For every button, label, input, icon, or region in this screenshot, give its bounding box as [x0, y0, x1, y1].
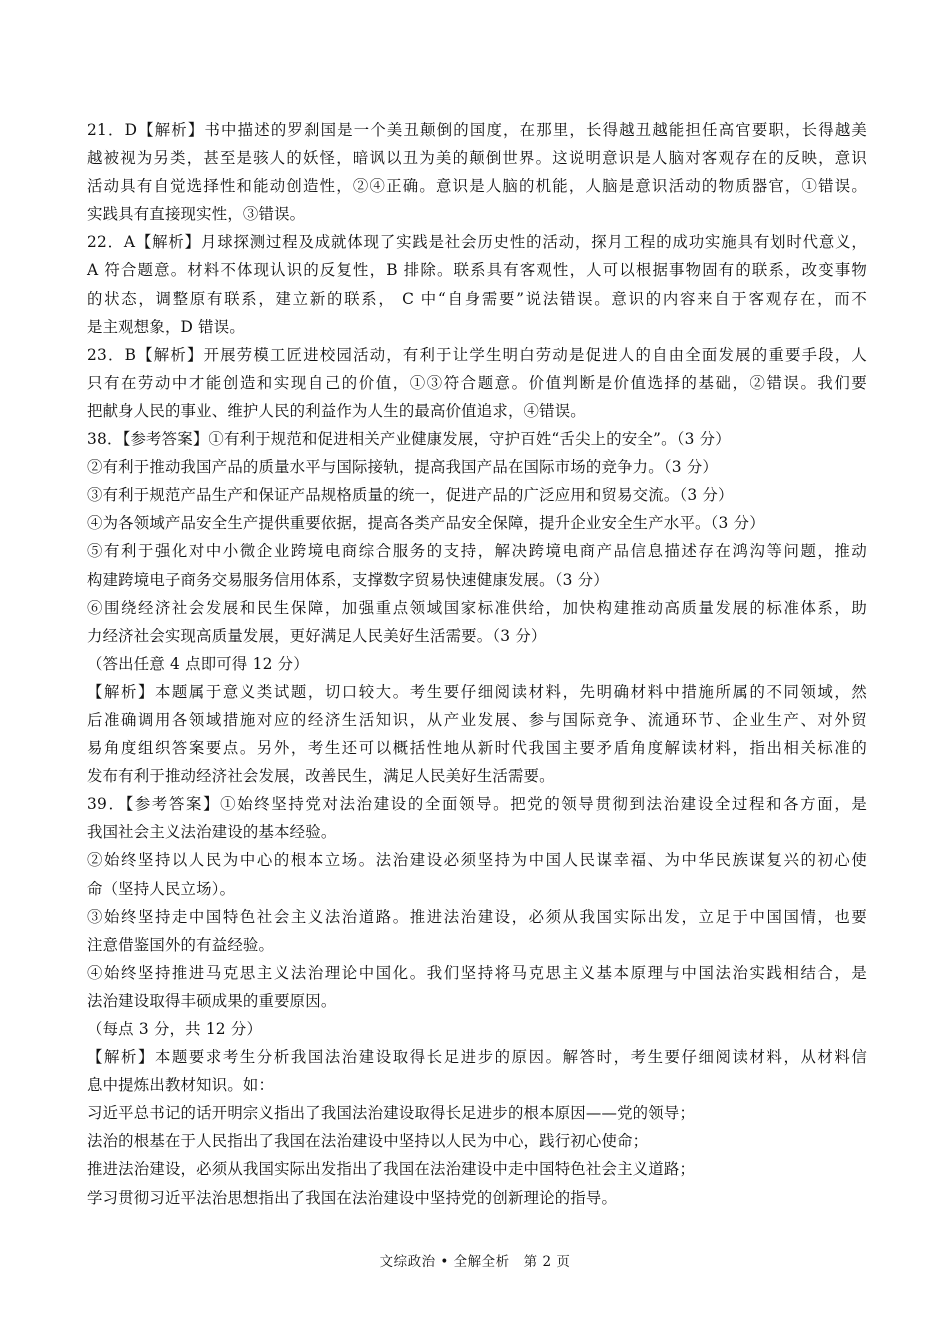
text-line: 力经济社会实现高质量发展，更好满足人民美好生活需要。（3 分） — [87, 626, 547, 645]
text-line: （答出任意 4 点即可得 12 分） — [87, 654, 309, 673]
text-line: 发布有利于推动经济社会发展，改善民生，满足人民美好生活需要。 — [87, 767, 555, 786]
text-line: 法治建设取得丰硕成果的重要原因。 — [87, 991, 337, 1010]
text-line: 实践具有直接现实性，③错误。 — [87, 205, 306, 224]
text-line: 是主观想象，D 错误。 — [87, 317, 245, 336]
text-line: 习近平总书记的话开明宗义指出了我国法治建设取得长足进步的根本原因——党的领导； — [87, 1104, 696, 1123]
text-line: 学习贯彻习近平法治思想指出了我国在法治建设中坚持党的创新理论的指导。 — [87, 1188, 618, 1207]
text-line: ④始终坚持推进马克思主义法治理论中国化。我们坚持将马克思主义基本原理与中国法治实践相结合，是 — [87, 963, 867, 982]
text-line: 【解析】本题要求考生分析我国法治建设取得长足进步的原因。解答时，考生要仔细阅读材料，从材料信 — [87, 1048, 867, 1067]
text-line: ④为各领域产品安全生产提供重要依据，提高各类产品安全保障，提升企业安全生产水平。（3 分） — [87, 514, 765, 533]
text-line: 后准确调用各领域措施对应的经济生活知识，从产业发展、参与国际竞争、流通环节、企业生产、对外贸 — [87, 710, 867, 729]
answer-analysis-text — [87, 116, 867, 1212]
text-line: 21．D【解析】书中描述的罗刹国是一个美丑颠倒的国度，在那里，长得越丑越能担任高官要职，长得越美 — [87, 121, 867, 139]
text-line: 活动具有自觉选择性和能动创造性，②④正确。意识是人脑的机能，人脑是意识活动的物质器官，①错误。 — [87, 177, 867, 196]
text-line: ③有利于规范产品生产和保证产品规格质量的统一，促进产品的广泛应用和贸易交流。（3 分） — [87, 486, 734, 505]
text-line: 39．【参考答案】①始终坚持党对法治建设的全面领导。把党的领导贯彻到法治建设全过程和各方面，是 — [87, 795, 867, 814]
text-line: 把献身人民的事业、维护人民的利益作为人生的最高价值追求，④错误。 — [87, 401, 586, 420]
page-footer: 文综政治 • 全解全析 第 2 页 — [379, 1254, 571, 1270]
text-line: 命（坚持人民立场）。 — [87, 879, 236, 898]
text-line: 易角度组织答案要点。另外，考生还可以概括性地从新时代我国主要矛盾角度解读材料，指出相关标准的 — [87, 739, 867, 758]
text-line: 推进法治建设，必须从我国实际出发指出了我国在法治建设中走中国特色社会主义道路； — [87, 1160, 696, 1179]
text-line: 注意借鉴国外的有益经验。 — [87, 935, 275, 954]
text-line: （每点 3 分，共 12 分） — [87, 1020, 263, 1038]
text-line: ②始终坚持以人民为中心的根本立场。法治建设必须坚持为中国人民谋幸福、为中华民族谋复兴的初心使 — [87, 851, 867, 870]
text-line: 我国社会主义法治建设的基本经验。 — [87, 823, 337, 842]
text-line: ⑥围绕经济社会发展和民生保障，加强重点领域国家标准供给，加快构建推动高质量发展的标准体系，助 — [87, 598, 867, 617]
text-line: A 符合题意。材料不体现认识的反复性，B 排除。联系具有客观性，人可以根据事物固有的联系，改变事物 — [87, 261, 867, 280]
text-line: 法治的根基在于人民指出了我国在法治建设中坚持以人民为中心，践行初心使命； — [87, 1132, 649, 1151]
text-line: 23．B【解析】开展劳模工匠进校园活动，有利于让学生明白劳动是促进人的自由全面发展的重要手段，人 — [87, 345, 867, 364]
text-line: 息中提炼出教材知识。如： — [87, 1076, 275, 1095]
text-line: 只有在劳动中才能创造和实现自己的价值，①③符合题意。价值判断是价值选择的基础，②错误。我们要 — [87, 373, 867, 392]
text-line: 【解析】本题属于意义类试题，切口较大。考生要仔细阅读材料，先明确材料中措施所属的不同领域，然 — [87, 682, 867, 701]
text-line: ⑤有利于强化对中小微企业跨境电商综合服务的支持，解决跨境电商产品信息描述存在鸿沟等问题，推动 — [87, 542, 867, 561]
text-line: 的状态，调整原有联系，建立新的联系， C 中“自身需要”说法错误。意识的内容来自于客观存在，而不 — [87, 289, 867, 308]
text-line: ②有利于推动我国产品的质量水平与国际接轨，提高我国产品在国际市场的竞争力。（3 分） — [87, 458, 719, 477]
text-line: 22．A【解析】月球探测过程及成就体现了实践是社会历史性的活动，探月工程的成功实施具有划时代意义， — [87, 233, 867, 252]
text-line: 构建跨境电子商务交易服务信用体系，支撑数字贸易快速健康发展。（3 分） — [87, 570, 609, 589]
text-line: 38．【参考答案】①有利于规范和促进相关产业健康发展，守护百姓“舌尖上的安全”。（3 分） — [87, 430, 731, 449]
text-line: 越被视为另类，甚至是骇人的妖怪，暗讽以丑为美的颠倒世界。这说明意识是人脑对客观存在的反映，意识 — [87, 149, 867, 168]
text-line: ③始终坚持走中国特色社会主义法治道路。推进法治建设，必须从我国实际出发，立足于中国国情，也要 — [87, 907, 867, 926]
